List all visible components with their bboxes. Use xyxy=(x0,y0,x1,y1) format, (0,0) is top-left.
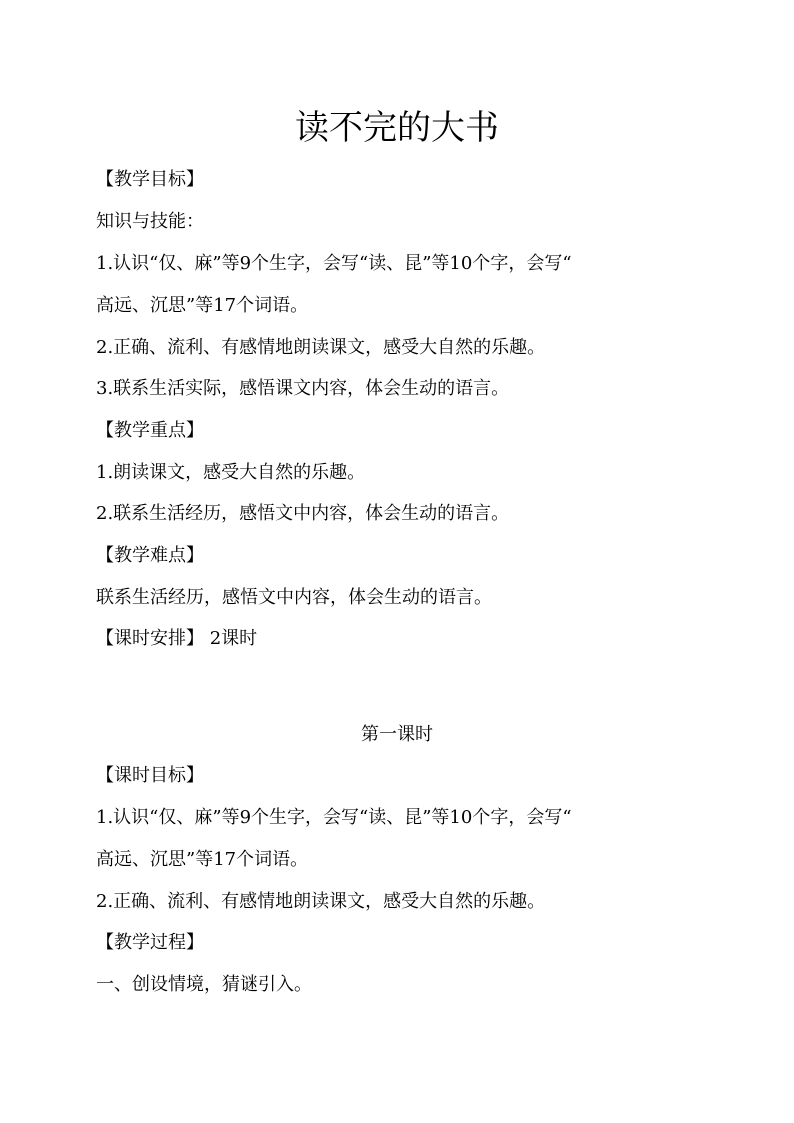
heading-teaching-goals: 【教学目标】 xyxy=(96,169,204,190)
heading-lesson-goals: 【课时目标】 xyxy=(96,765,204,786)
lesson-goal-item-1: 1.认识“仅、麻”等9个生字，会写“读、昆”等10个字，会写“ xyxy=(96,807,572,828)
goal-item-1: 1.认识“仅、麻”等9个生字，会写“读、昆”等10个字，会写“ xyxy=(96,253,572,274)
process-step-1: 一、创设情境，猜谜引入。 xyxy=(96,974,312,995)
focus-item-1: 1.朗读课文，感受大自然的乐趣。 xyxy=(96,462,366,483)
heading-teaching-focus: 【教学重点】 xyxy=(96,420,204,441)
heading-teaching-difficulty: 【教学难点】 xyxy=(96,545,204,566)
goal-item-2: 2.正确、流利、有感情地朗读课文，感受大自然的乐趣。 xyxy=(96,337,546,358)
heading-teaching-process: 【教学过程】 xyxy=(96,932,204,953)
class-schedule: 【课时安排】 2课时 xyxy=(96,628,258,649)
lesson-goal-item-2: 2.正确、流利、有感情地朗读课文，感受大自然的乐趣。 xyxy=(96,891,546,912)
goal-item-1-continued: 高远、沉思”等17个词语。 xyxy=(96,295,309,316)
goal-item-3: 3.联系生活实际，感悟课文内容，体会生动的语言。 xyxy=(96,378,510,399)
subheading-knowledge-skills: 知识与技能： xyxy=(96,211,204,232)
section-title: 第一课时 xyxy=(361,724,433,745)
difficulty-text: 联系生活经历，感悟文中内容，体会生动的语言。 xyxy=(96,587,492,608)
focus-item-2: 2.联系生活经历，感悟文中内容，体会生动的语言。 xyxy=(96,503,510,524)
lesson-goal-item-1-continued: 高远、沉思”等17个词语。 xyxy=(96,849,309,870)
document-title: 读不完的大书 xyxy=(295,108,499,148)
